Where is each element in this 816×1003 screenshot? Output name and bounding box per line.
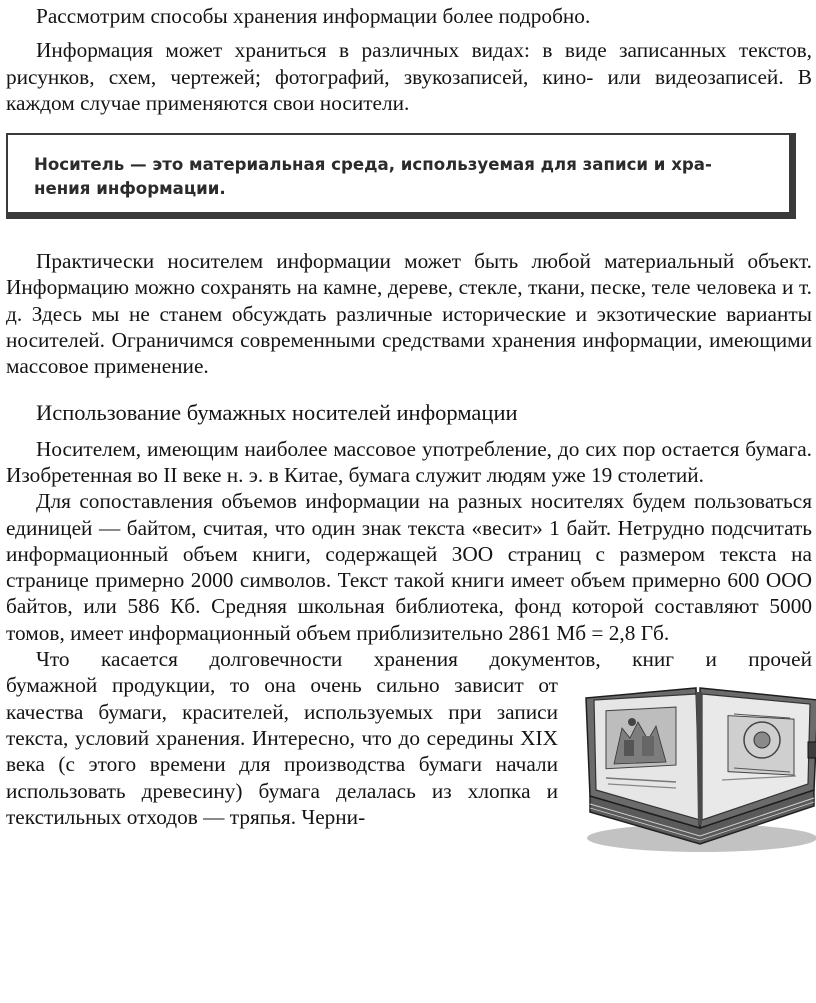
section-heading: Использование бумажных носителей информации [36, 399, 518, 425]
definition-box [6, 133, 796, 219]
paragraph-durability-first-line: Что касается долговечности хранения документов, книг и прочей [36, 647, 812, 672]
paragraph-durability-block [6, 646, 812, 830]
paragraph-paper: Носителем, имеющим наиболее массовое употребление, до сих пор остается бумага. Изобретенная во II веке н. э. в Китае, бумага служит людям уже 19 столетий. [6, 436, 812, 487]
definition-text: Носитель — это материальная среда, используемая для записи и хра- нения информации. [34, 155, 712, 199]
paragraph-any-object: Практически носителем информации может быть любой материальный объект. Информацию можно сохранять на камне, дереве, стекле, ткани, песке, теле человека и т. д. Здесь мы не станем обсуждать различные исторические и экзотические варианты носителей. Ограничимся современными средствами хранения информации, имеющими массовое применение. [6, 249, 812, 379]
paragraph-bytes: Для сопоставления объемов информации на разных носителях будем пользоваться единицей — байтом, считая, что один знак текста «весит» 1 байт. Нетрудно подсчитать информационный объем книги, содержащей ЗОО страниц с размером текста на странице примерно 2000 символов. Текст такой книги имеет объем примерно 600 ООО байтов, или 586 Кб. Средняя школьная библиотека, фонд которой составляют 5000 томов, имеет информационный объем приблизительно 2861 Мб = 2,8 Гб. [6, 489, 812, 645]
paragraph-durability: бумажной продукции, то она очень сильно зависит от качества бумаги, красителей, используемых при записи текста, условий хранения. Интересно, что до середины XIX века (с этого времени для производства бумаги начали использовать древесину) бумага делалась из хлопка и текстильных отходов — тряпья. Черни- [6, 673, 558, 829]
open-old-book-illustration-icon [582, 678, 816, 856]
textbook-page [6, 0, 812, 830]
paragraph-storage-forms: Информация может храниться в различных видах: в виде записанных текстов, рисунков, схем, чертежей; фотографий, звукозаписей, кино- или видеозаписей. В каждом случае применяются свои носители. [6, 38, 812, 115]
intro-paragraph: Рассмотрим способы хранения информации более подробно. [36, 4, 591, 28]
